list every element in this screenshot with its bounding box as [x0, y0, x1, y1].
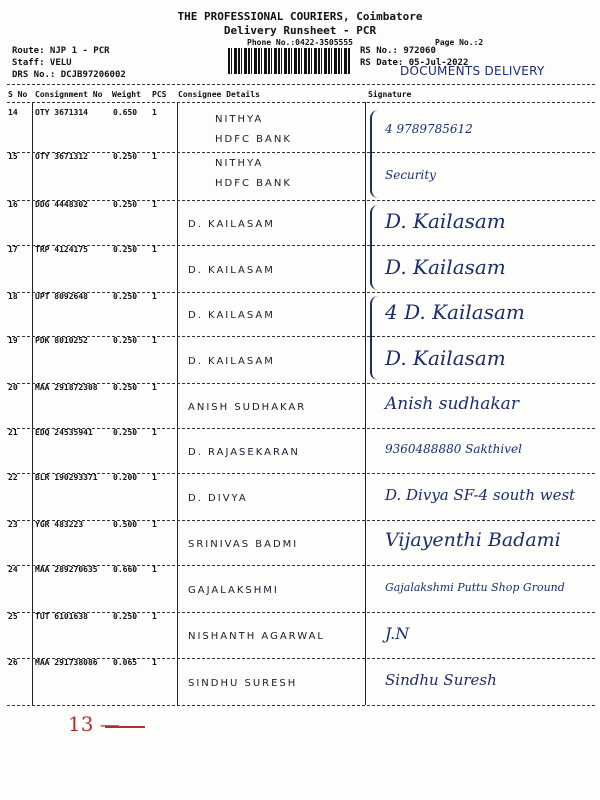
rs-number: RS No.: 972060 — [360, 46, 436, 56]
row-weight: 0.250 — [113, 612, 138, 621]
row-pcs: 1 — [152, 152, 157, 161]
row-divider — [7, 200, 595, 201]
row-consignee-line: D. RAJASEKARAN — [188, 446, 300, 458]
row-signature: D. Kailasam — [385, 345, 506, 370]
row-sno: 22 — [8, 473, 18, 482]
row-signature: Sindhu Suresh — [385, 671, 497, 689]
row-weight: 0.250 — [113, 200, 138, 209]
documents-delivery-stamp: DOCUMENTS DELIVERY — [400, 64, 545, 78]
row-consignment-no: UPT 8092648 — [35, 292, 88, 301]
row-consignee-line: SRINIVAS BADMI — [188, 538, 299, 550]
row-weight: 0.250 — [113, 152, 138, 161]
row-weight: 0.250 — [113, 292, 138, 301]
row-pcs: 1 — [152, 612, 157, 621]
col-signature: Signature — [368, 90, 412, 99]
row-sno: 25 — [8, 612, 18, 621]
row-weight: 0.065 — [113, 658, 138, 667]
row-consignee-line: D. KAILASAM — [188, 218, 275, 230]
row-consignment-no: BLR 190293371 — [35, 473, 98, 482]
drs-number: DRS No.: DCJB97206002 — [12, 70, 126, 80]
row-consignment-no: TRP 4124175 — [35, 245, 88, 254]
signature-bracket — [370, 296, 380, 380]
phone-number: Phone No.:0422-3505555 — [247, 38, 353, 47]
row-divider — [7, 705, 595, 706]
row-signature: J.N — [385, 623, 410, 643]
table-border-middle — [177, 102, 178, 705]
staff: Staff: VELU — [12, 58, 72, 68]
row-consignee-line: NISHANTH AGARWAL — [188, 631, 325, 642]
row-sno: 23 — [8, 520, 18, 529]
row-divider — [7, 292, 595, 293]
row-sno: 24 — [8, 565, 18, 574]
row-consignee-line: NITHYA — [215, 114, 264, 125]
row-signature: Anish sudhakar — [385, 393, 519, 414]
row-sno: 16 — [8, 200, 18, 209]
col-consignee: Consignee Details — [178, 90, 260, 99]
company-title: THE PROFESSIONAL COURIERS, Coimbatore — [177, 10, 423, 23]
row-pcs: 1 — [152, 383, 157, 392]
row-consignee-line: D. KAILASAM — [188, 310, 275, 321]
row-consignment-no: OTY 3671314 — [35, 108, 88, 117]
row-consignee-line: NITHYA — [215, 158, 264, 169]
row-pcs: 1 — [152, 108, 157, 117]
row-weight: 0.500 — [113, 520, 138, 529]
row-weight: 0.250 — [113, 336, 138, 345]
col-sno: S No — [8, 90, 28, 99]
barcode — [228, 48, 350, 74]
row-weight: 0.250 — [113, 245, 138, 254]
row-signature: Vijayenthi Badami — [385, 529, 561, 552]
col-weight: Weight — [112, 90, 141, 99]
row-sno: 20 — [8, 383, 18, 392]
row-consignee-line: SINDHU SURESH — [188, 677, 298, 689]
row-weight: 0.660 — [113, 565, 138, 574]
row-signature: 4 9789785612 — [385, 121, 473, 136]
row-pcs: 1 — [152, 336, 157, 345]
row-divider — [7, 152, 595, 153]
row-pcs: 1 — [152, 473, 157, 482]
row-signature: D. Divya SF-4 south west — [385, 486, 576, 504]
row-signature: 4 D. Kailasam — [385, 300, 525, 324]
row-signature: D. Kailasam — [385, 254, 506, 279]
row-divider — [7, 336, 595, 337]
row-consignment-no: MAA 291738086 — [35, 658, 98, 667]
row-consignee-line: ANISH SUDHAKAR — [188, 401, 307, 413]
row-consignment-no: TUT 6101638 — [35, 612, 88, 621]
row-weight: 0.250 — [113, 383, 138, 392]
row-pcs: 1 — [152, 200, 157, 209]
row-sno: 26 — [8, 658, 18, 667]
row-consignment-no: PDK 8010252 — [35, 336, 88, 345]
row-sno: 15 — [8, 152, 18, 161]
row-pcs: 1 — [152, 428, 157, 437]
table-border-signature — [365, 102, 366, 705]
row-consignee-line: D. DIVYA — [188, 492, 248, 504]
col-consignment: Consignment No — [35, 90, 103, 99]
row-pcs: 1 — [152, 292, 157, 301]
signature-bracket — [370, 110, 380, 198]
row-sno: 21 — [8, 428, 18, 437]
header-divider-top — [7, 84, 595, 85]
row-consignment-no: OTY 3671312 — [35, 152, 88, 161]
row-sno: 14 — [8, 108, 18, 117]
page-number: Page No.:2 — [435, 38, 484, 47]
row-signature: Gajalakshmi Puttu Shop Ground — [385, 580, 565, 594]
row-pcs: 1 — [152, 658, 157, 667]
row-consignment-no: EDQ 24535941 — [35, 428, 93, 437]
row-consignment-no: DDG 4448302 — [35, 200, 88, 209]
row-pcs: 1 — [152, 565, 157, 574]
row-sno: 19 — [8, 336, 18, 345]
col-pcs: PCS — [152, 90, 167, 99]
row-divider — [7, 428, 595, 429]
row-consignee-line: GAJALAKSHMI — [188, 584, 279, 596]
row-weight: 0.250 — [113, 428, 138, 437]
row-signature: D. Kailasam — [385, 208, 506, 233]
table-border-left — [32, 102, 33, 705]
header-divider-bottom — [7, 102, 595, 103]
row-consignment-no: YGR 483223 — [35, 520, 84, 529]
row-sno: 18 — [8, 292, 18, 301]
row-pcs: 1 — [152, 245, 157, 254]
row-signature: 9360488880 Sakthivel — [385, 442, 522, 457]
row-consignee-line: D. KAILASAM — [188, 264, 275, 276]
row-divider — [7, 245, 595, 246]
sheet-title: Delivery Runsheet - PCR — [223, 24, 377, 37]
row-weight: 0.200 — [113, 473, 138, 482]
row-pcs: 1 — [152, 520, 157, 529]
signature-bracket — [370, 205, 380, 290]
row-signature: Security — [385, 167, 436, 182]
row-consignment-no: MAA 291872308 — [35, 383, 98, 392]
row-divider — [7, 612, 595, 613]
row-weight: 0.650 — [113, 108, 138, 117]
row-divider — [7, 520, 595, 521]
row-sno: 17 — [8, 245, 18, 254]
row-consignee-line: HDFC BANK — [215, 134, 292, 145]
row-consignee-line: HDFC BANK — [215, 178, 292, 189]
rs-date: RS Date: 05-Jul-2022 — [360, 58, 469, 68]
row-consignment-no: MAA 289270635 — [35, 565, 98, 574]
row-consignee-line: D. KAILASAM — [188, 355, 275, 367]
route: Route: NJP 1 - PCR — [12, 46, 110, 56]
count-note: 13 — — [68, 712, 120, 736]
